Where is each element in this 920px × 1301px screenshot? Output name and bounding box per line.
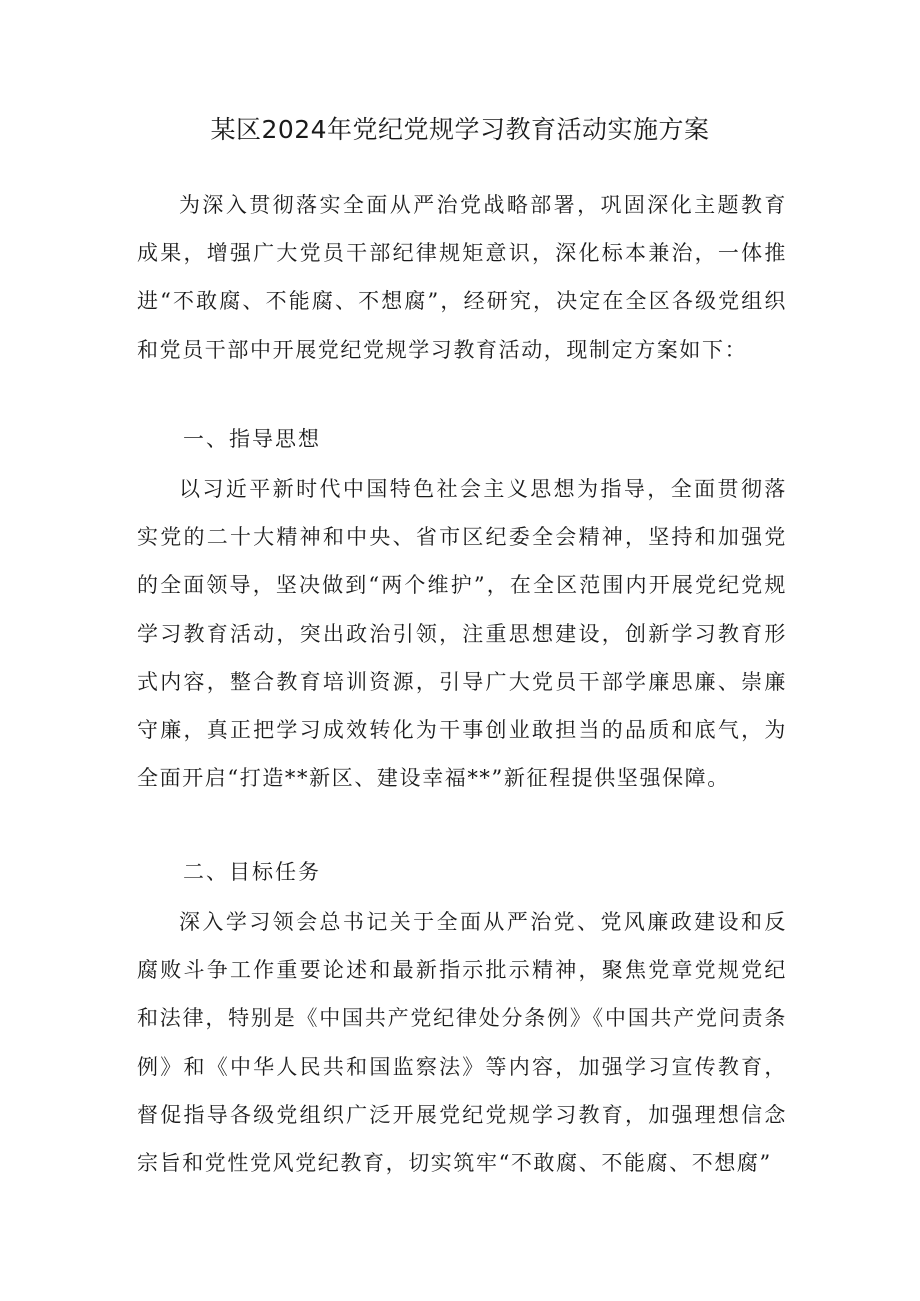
section-body-goals-tasks: 深入学习领会总书记关于全面从严治党、党风廉政建设和反腐败斗争工作重要论述和最新指示批示精神，聚焦党章党规党纪和法律，特别是《中国共产党纪律处分条例》《中国共产党问责条例》和《中华人民共和国监察法》等内容，加强学习宣传教育，督促指导各级党组织广泛开展党纪党规学习教育，加强理想信念宗旨和党性党风党纪教育，切实筑牢“不敢腐、不能腐、不想腐” bbox=[137, 910, 787, 1176]
section-heading-goals-tasks: 二、目标任务 bbox=[183, 860, 321, 884]
document-title: 某区2024年党纪党规学习教育活动实施方案 bbox=[210, 115, 710, 144]
section-body-guiding-ideology: 以习近平新时代中国特色社会主义思想为指导，全面贯彻落实党的二十大精神和中央、省市区纪委全会精神，坚持和加强党的全面领导，坚决做到“两个维护”，在全区范围内开展党纪党规学习教育活动，突出政治引领，注重思想建设，创新学习教育形式内容，整合教育培训资源，引导广大党员干部学廉思廉、崇廉守廉，真正把学习成效转化为干事创业敢担当的品质和底气，为全面开启“打造**新区、建设幸福**”新征程提供坚强保障。 bbox=[137, 477, 787, 791]
intro-paragraph: 为深入贯彻落实全面从严治党战略部署，巩固深化主题教育成果，增强广大党员干部纪律规矩意识，深化标本兼治，一体推进“不敢腐、不能腐、不想腐”，经研究，决定在全区各级党组织和党员干部中开展党纪党规学习教育活动，现制定方案如下： bbox=[137, 193, 787, 362]
section-heading-guiding-ideology: 一、指导思想 bbox=[183, 427, 321, 451]
